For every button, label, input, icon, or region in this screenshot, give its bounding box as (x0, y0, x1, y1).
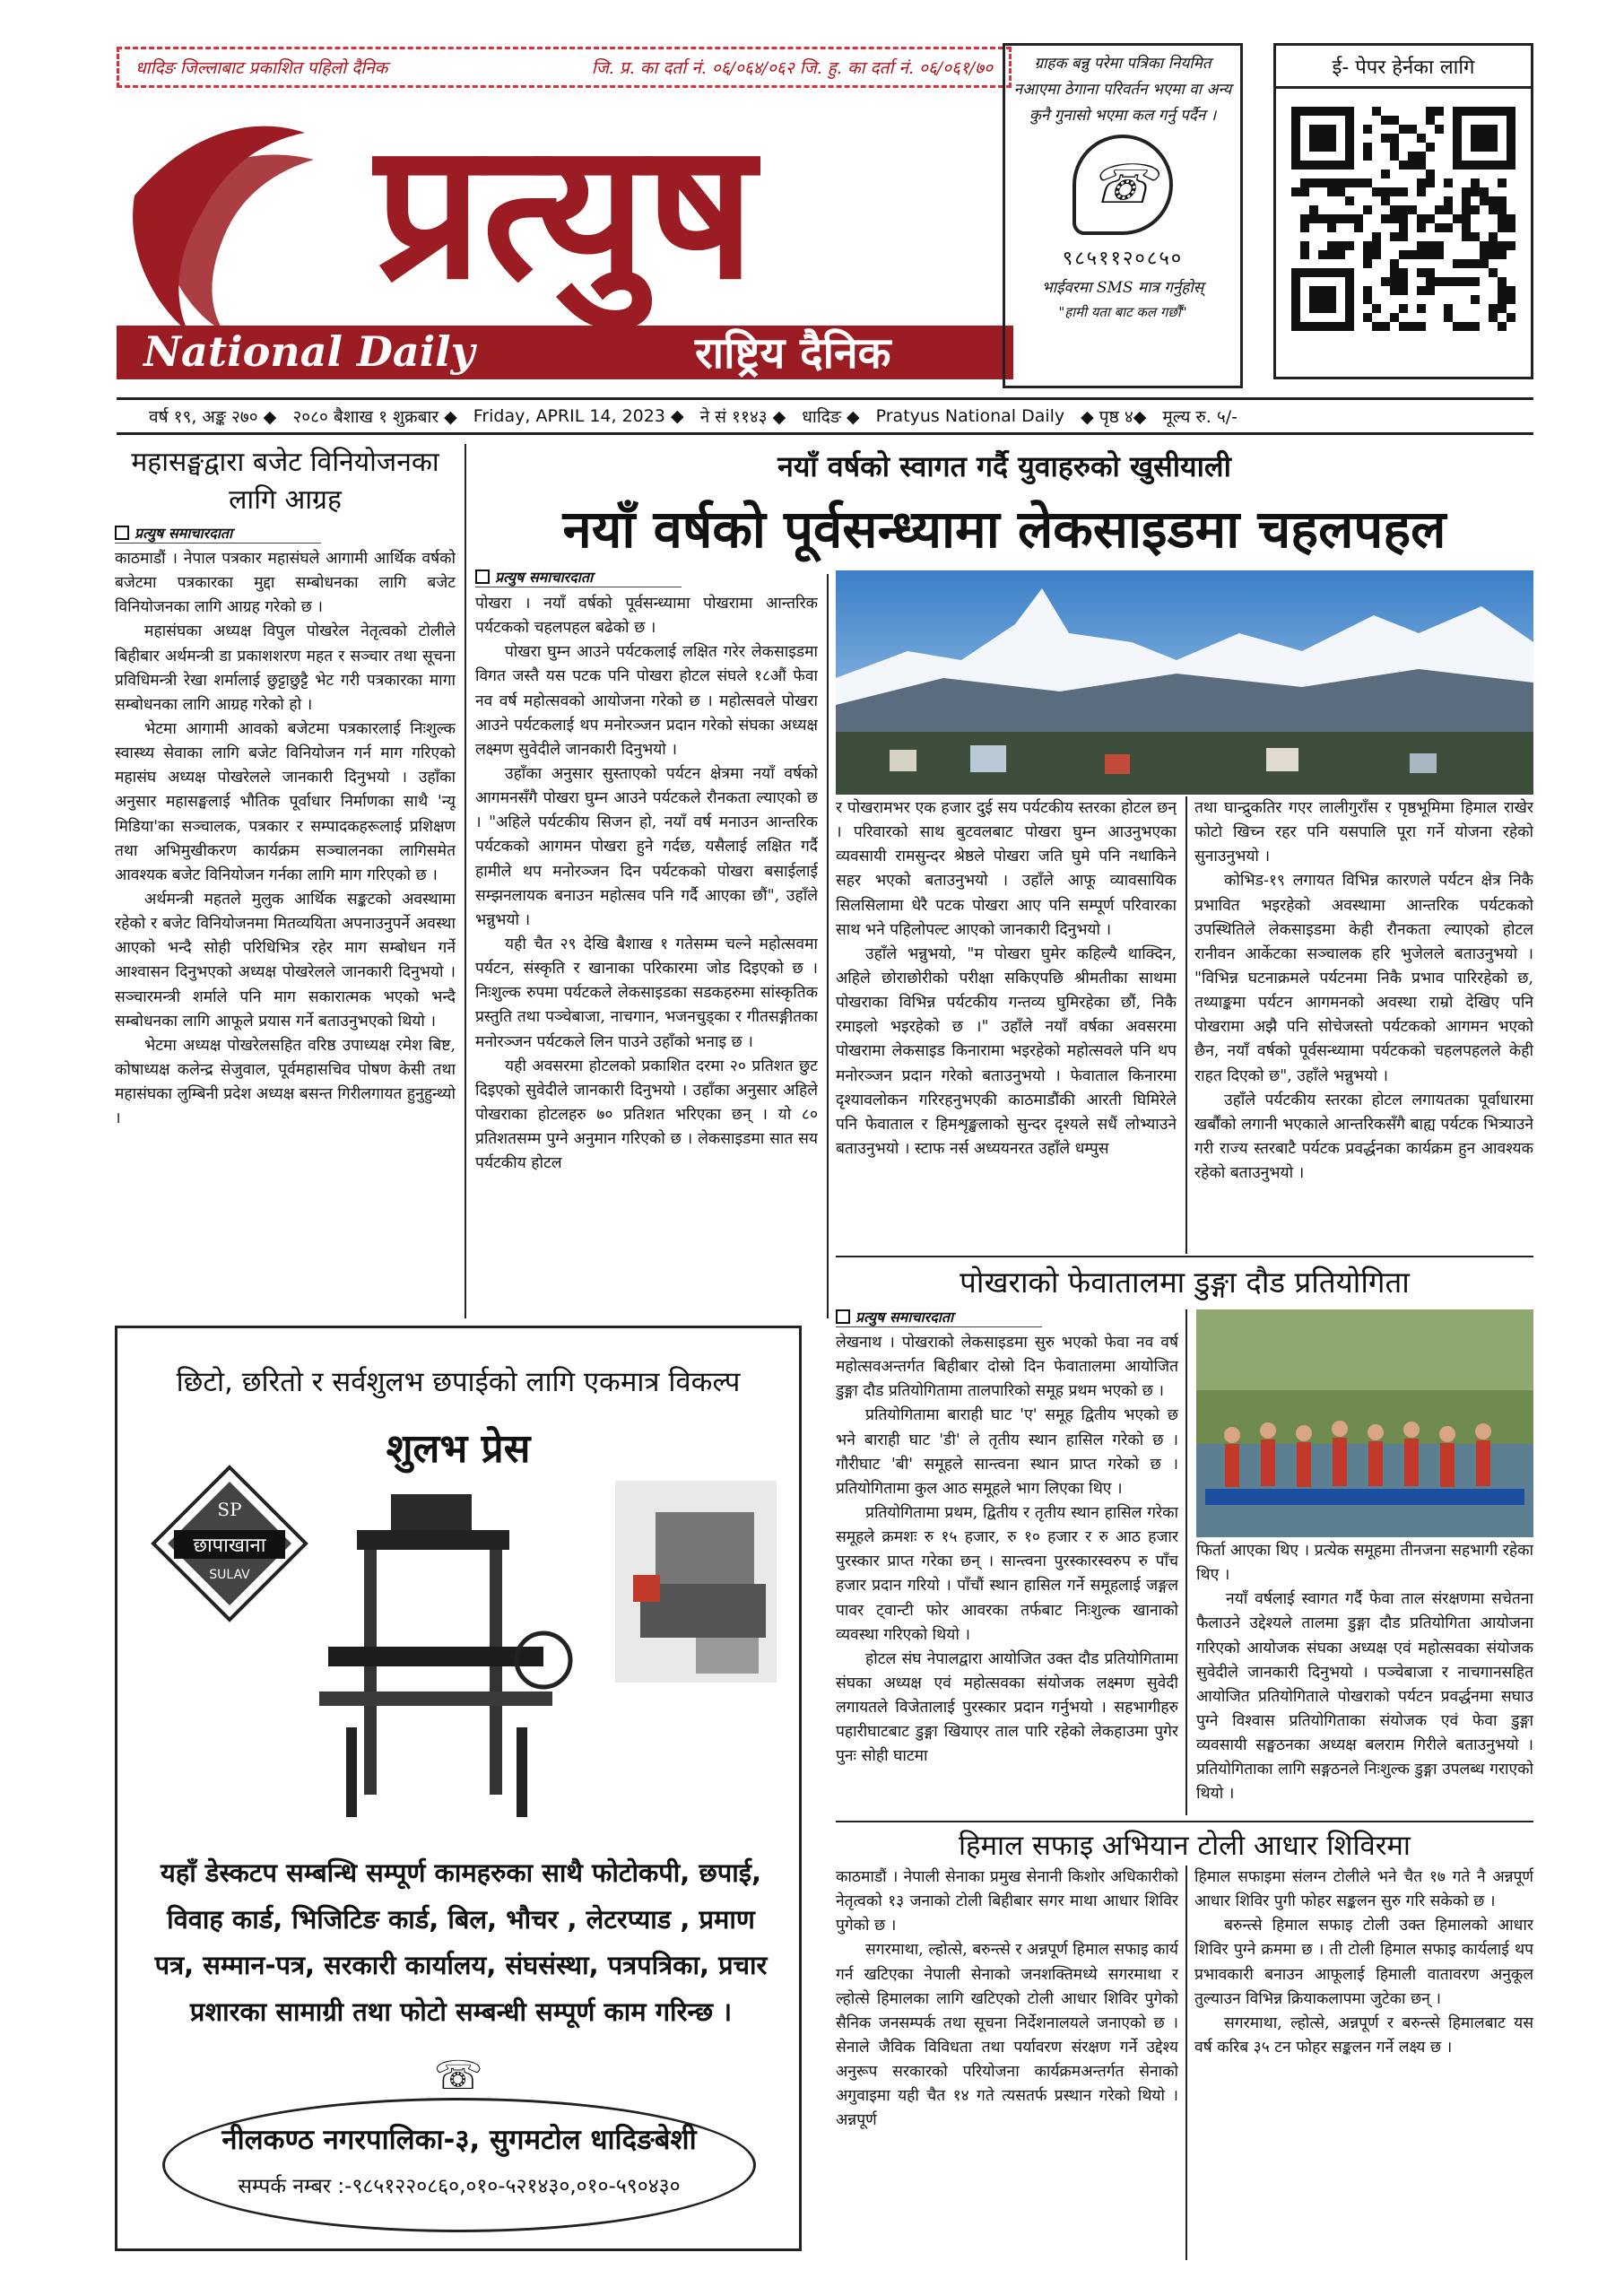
column-divider (1185, 1866, 1187, 2260)
masthead-logo (117, 97, 1013, 382)
left-article (115, 444, 456, 1318)
paragraph: भेटमा आगामी आवको बजेटमा पत्रकारलाई निःशुल्क स्वास्थ्य सेवाका लागि बजेट विनियोजन गर्न माग गरिएको महासंघ अध्यक्ष पोखरेलले जानकारी दिनुभयो । उहाँका अनुसार महासङ्घलाई भौतिक पूर्वाधार निर्माणका साथै 'न्यू मिडिया'का सञ्चालक, पत्रकार र सम्पादकहरूलाई प्रशिक्षण तथा अभिमुखीकरण कार्यक्रम सञ्चालनका लागिसमेत आवश्यक बजेट विनियोजन गर्नका लागि माग गरिएको छ । (115, 719, 456, 884)
paragraph: भेटमा अध्यक्ष पोखरेलसहित वरिष्ठ उपाध्यक्ष रमेश बिष्ट, कोषाध्यक्ष कलेन्द्र सेजुवाल, पूर्वमहासचिव पोषण केसी तथा महासंघका लुम्बिनी प्रदेश अध्यक्ष बसन्त गिरीलगायत हुनुहुन्थ्यो । (115, 1036, 456, 1128)
swim-column-1 (836, 1331, 1178, 1815)
ad-tagline: छिटो, छरितो र सर्वशुलभ छपाईको लागि एकमात्र विकल्प (176, 1366, 741, 1398)
subscription-box (1003, 43, 1243, 388)
press-illustration (149, 1458, 777, 1835)
paragraph: बरुन्त्से हिमाल सफाइ टोली उक्त हिमालको आधार शिविर पुग्ने क्रममा छ । ती टोली हिमाल सफाइ कार्यलाई थप प्रभावकारी बनाउन आफूलाई हिमाली वातावरण अनुकूल तुल्याउन विभिन्न क्रियाकलापमा जुटेका छन् । (1194, 1917, 1533, 2008)
logo-devanagari: प्रत्युष (375, 101, 755, 321)
contact-oval (162, 2098, 756, 2232)
qr-box (1273, 43, 1533, 379)
column-divider (827, 574, 829, 1318)
paragraph: उहाँले पर्यटकीय स्तरका होटल लगायतका पूर्वाधारमा खर्बौंको लगानी भएकाले आन्तरिकसँगै बाह्य पर्यटक भित्र्याउने गरी राज्य स्तरबाटै पर्यटक प्रवर्द्धनका कार्यक्रम हुन आवश्यक रहेको बताउनुभयो । (1194, 1091, 1533, 1183)
press-advertisement (115, 1326, 802, 2251)
paragraph: महासंघका अध्यक्ष विपुल पोखरेल नेतृत्वको टोलीले बिहीबार अर्थमन्त्री डा प्रकाशशरण महत र सञ्चार तथा सूचना प्रविधिमन्त्री रेखा शर्मालाई छुट्टाछुट्टै भेट गरी पत्रकारका मागा सम्बोधनका लागि आग्रह गरेको हो । (115, 622, 456, 714)
paragraph: काठमाडौं । नेपाली सेनाका प्रमुख सेनानी किशोर अधिकारीको नेतृत्वको १३ जनाको टोली बिहीबार सगर माथा आधार शिविर पुगेको छ । (836, 1868, 1178, 1935)
byline: प्रत्युष समाचारदाता (115, 523, 321, 544)
paragraph: उहाँले भन्नुभयो, "म पोखरा घुमेर कहिल्यै थाक्दिन, अहिले छोराछोरीको परीक्षा सकिएपछि श्रीमतीका साथमा पोखराका विभिन्न पर्यटकीय गन्तव्य घुमिरहेका छौं, निकै रमाइलो भइरहेको छ ।" उहाँले नयाँ वर्षका अवसरमा पोखरामा लेकसाइड किनारामा भइरहेको महोत्सवले पनि थप मनोरञ्जन प्रदान गरेको बताउनुभयो । फेवाताल किनारमा दृश्यावलोकन गरिरहनुभएकी काठमाडौंकी आरती घिमिरेले पनि फेवाताल र हिमशृङ्खलाको सुन्दर दृश्यले सधैं लोभ्याउने बताउनुभयो । स्टाफ नर्स अध्ययनरत उहाँले धम्पुस (836, 944, 1177, 1158)
strip-right: जि. प्र. का दर्ता नं. ०६/०६४/०६२ जि. हु. का दर्ता नं. ०६/०६१/७० (591, 58, 993, 78)
svg-text:छापाखाना: छापाखाना (193, 1535, 266, 1557)
paragraph: फिर्ता आएका थिए । प्रत्येक समूहमा तीनजना सहभागी रहेका थिए । (1196, 1542, 1533, 1585)
issue-info-bar (117, 397, 1533, 435)
paragraph: र पोखरामभर एक हजार दुई सय पर्यटकीय स्तरका होटल छन् । परिवारको साथ बुटवलबाट पोखरा घुम्न आउनुभएका व्यवसायी रामसुन्दर श्रेष्ठले पोखरा जति घुमे पनि नथाकिने सहर भएको बताउनुभयो । उहाँले आफू व्यावसायिक सिलसिलामा धेरै पटक पोखरा आए पनि सम्पूर्ण परिवारका साथ भने पहिलोपल्ट आएको जानकारी दिनुभयो । (836, 799, 1177, 939)
left-headline: महासङ्घद्वारा बजेट विनियोजनका लागि आग्रह (131, 447, 439, 516)
logo-graphic (117, 97, 1013, 382)
paragraph: सगरमाथा, ल्होत्से, बरुन्त्से र अन्नपूर्ण हिमाल सफाइ कार्य गर्न खटिएका नेपाली सेनाको जनशक्तिमध्ये सगरमाथा र ल्होत्से हिमालका लागि खटिएको टोली आधार शिविर पुगेको सैनिक जनसम्पर्क तथा सूचना निर्देशनालयले जनाएको छ । सेनाले जैविक विविधता तथा पर्यावरण संरक्षण गर्ने उद्देश्य अनुरूप सरकारको परियोजना कार्यक्रमअन्तर्गत सेनाको अगुवाइमा यही चैत १४ गते त्यसतर्फ प्रस्थान गरेको थियो । अन्नपूर्ण (836, 1941, 1178, 2130)
paragraph: पोखरा । नयाँ वर्षको पूर्वसन्ध्यामा पोखरामा आन्तरिक पर्यटकको चहलपहल बढेको छ । (475, 595, 818, 638)
lead-kicker: नयाँ वर्षको स्वागत गर्दै युवाहरुको खुसीयाली (777, 449, 1231, 483)
lead-column-2 (836, 796, 1177, 1254)
paragraph: प्रतियोगितामा बाराही घाट 'ए' समूह द्वितीय भएको छ भने बाराही घाट 'डी' ले तृतीय स्थान हासिल गरेको छ । गौरीघाट 'बी' समूहले सान्त्वना स्थान प्राप्त गरेको छ । प्रतियोगितामा कुल आठ समूहले भाग लिएका थिए । (836, 1406, 1178, 1498)
logo-nepali: राष्ट्रिय दैनिक (695, 328, 891, 378)
ad-address: नीलकण्ठ नगरपालिका-३, सुगमटोल धादिङबेशी (221, 2124, 697, 2156)
svg-text:SULAV: SULAV (209, 1568, 250, 1582)
paragraph: अर्थमन्त्री महतले मुलुक आर्थिक सङ्कटको अवस्थामा रहेको र बजेट विनियोजनमा मितव्ययिता अपनाउनुपर्ने अवस्था आएको भन्दै सोही परिधिभित्र रहेर माग सम्बोधन गर्ने आश्वासन दिनुभएको अध्यक्ष पोखरेलले जानकारी दिनुभयो । सञ्चारमन्त्री शर्माले पनि माग सकारात्मक भएको भन्दै सम्बोधनका लागि आफूले प्रयास गर्ने बताउनुभएको थियो । (115, 890, 456, 1031)
paragraph: उहाँका अनुसार सुस्ताएको पर्यटन क्षेत्रमा नयाँ वर्षको आगमनसँगै पोखरा घुम्न आउने पर्यटकले रौनकता ल्याएको छ । "अहिले पर्यटकीय सिजन हो, नयाँ वर्ष मनाउन आन्तरिक पर्यटकको आगमन पोखरा हुने गर्दछ, यसैलाई लक्षित गर्दै हामीले थप मनोरञ्जन दिन पर्यटकको पोखरा बसाईलाई सम्झनलायक बनाउन महोत्सव पनि गर्दै आएका छौं", उहाँले भन्नुभयो । (475, 764, 818, 929)
paragraph: यही अवसरमा होटलको प्रकाशित दरमा २० प्रतिशत छुट दिइएको सुवेदीले जानकारी दिनुभयो । उहाँका अनुसार अहिले पोखराका होटलहरु ७० प्रतिशत भरिएका छन् । यो ८० प्रतिशतसम्म पुग्ने अनुमान गरिएको छ । लेकसाइडमा सात सय पर्यटकीय होटल (475, 1057, 818, 1173)
ad-name: शुलभ प्रेस (386, 1426, 531, 1472)
column-divider (465, 444, 466, 1318)
info-item: वर्ष १९, अङ्क २७० ◆ (149, 407, 277, 427)
subscribe-text: ग्राहक बन्नु परेमा पत्रिका नियमित नआएमा ठेगाना परिवर्तन भएमा वा अन्य कुनै गुनासो भएमा कल गर्नु पर्दैन । (1013, 55, 1232, 125)
byline: प्रत्युष समाचारदाता (836, 1307, 1042, 1327)
paragraph: तथा घान्द्रुकतिर गएर लालीगुराँस र पृष्ठभूमिमा हिमाल राखेर फोटो खिच्न रहर पनि यसपालि पूरा गर्ने योजना रहेको सुनाउनुभयो । (1194, 799, 1533, 866)
paragraph: यही चैत २९ देखि बैशाख १ गतेसम्म चल्ने महोत्सवमा पर्यटन, संस्कृति र खानाका परिकारमा जोड दिइएको छ । निःशुल्क रुपमा पर्यटकले लेकसाइडका सडकहरुमा सांस्कृतिक प्रस्तुति तथा पञ्चेबाजा, नाचगान, भजनचुड्का र गीतसङ्गीतका मनोरञ्जन पर्यटकले लिन पाउने उहाँको भनाइ छ । (475, 935, 818, 1051)
ad-contact: सम्पर्क नम्बर :-९८५१२२०८६०,०१०-५२१४३०,०१०-५९०४३० (238, 2175, 681, 2198)
paragraph: कोभिड-१९ लगायत विभिन्न कारणले पर्यटन क्षेत्र निकै प्रभावित भइरहेको अवस्थामा आन्तरिक पर्यटकको उपस्थितिले लेकसाइडमा केही रौनकता ल्याएको होटल रानीवन आर्केटका सञ्चालक हरि भुजेलले बताउनुभयो । "विभिन्न घटनाक्रमले पर्यटनमा निकै प्रभाव पारिरहेको छ, तथ्याङ्कमा पर्यटन आगमनको अवस्था राम्रो देखिए पनि पोखरामा अझै पनि सोचेजस्तो पर्यटकको आगमन भएको छैन, नयाँ वर्षको पूर्वसन्ध्यामा पर्यटकको चहलपहलले केही राहत दिएको छ", उहाँले भन्नुभयो । (1194, 872, 1533, 1085)
viber-icon: ☏ (1073, 135, 1173, 235)
qr-title: ई- पेपर हेर्नका लागि (1276, 46, 1531, 89)
svg-text:SP: SP (217, 1499, 242, 1520)
section-divider (836, 1256, 1533, 1257)
column-divider (1185, 1309, 1187, 1815)
subscribe-sms: भाईवरमा SMS मात्र गर्नुहोस् (1041, 279, 1204, 298)
paragraph: हिमाल सफाइमा संलग्न टोलीले भने चैत १७ गते नै अन्नपूर्ण आधार शिविर पुगी फोहर सङ्कलन सुरु गरि सकेको छ । (1194, 1868, 1533, 1911)
swim-headline: पोखराको फेवातालमा डुङ्गा दौड प्रतियोगिता (960, 1265, 1410, 1300)
byline: प्रत्युष समाचारदाता (475, 567, 682, 587)
paragraph: होटल संघ नेपालद्वारा आयोजित उक्त दौड प्रतियोगितामा संघका अध्यक्ष एवं महोत्सवका संयोजक लक्ष्मण सुवेदी लगायतले विजेतालाई पुरस्कार प्रदान गर्नुभयो । सहभागीहरु पहारीघाटबाट डुङ्गा खियाएर ताल पारि रहेको लेकहाउमा पुगेर पुनः सोही घाटमा (836, 1649, 1178, 1766)
info-item: ने सं ११४३ ◆ (699, 407, 786, 427)
lead-column-1 (475, 592, 818, 1318)
himal-column-2 (1194, 1866, 1533, 2260)
info-item: २०८० बैशाख १ शुक्रबार ◆ (292, 407, 457, 427)
paragraph: सगरमाथा, ल्होत्से, अन्नपूर्ण र बरुन्त्से हिमालबाट यस वर्ष करिब ३५ टन फोहर सङ्कलन गर्ने लक्ष्य छ । (1194, 2013, 1533, 2057)
registration-strip (117, 47, 1012, 88)
mountain-photo (836, 570, 1533, 795)
himal-headline: हिमाल सफाइ अभियान टोली आधार शिविरमा (959, 1830, 1411, 1862)
paragraph: नयाँ वर्षलाई स्वागत गर्दै फेवा ताल संरक्षणमा सचेतना फैलाउने उद्देश्यले तालमा डुङ्गा दौड प्रतियोगिता आयोजना गरिएको आयोजक संघका अध्यक्ष एवं महोत्सवका संयोजक सुवेदीले जानकारी दिनुभयो । पञ्चेबाजा र नाचगानसहित आयोजित प्रतियोगिताले पोखराको पर्यटन प्रवर्द्धनमा सघाउ पुग्ने विश्वास प्रतियोगिताका संयोजक एवं फेवा डुङ्गा व्यवसायी सङ्घठनका अध्यक्ष बलराम गिरीले बताउनुभयो । प्रतियोगिताका लागि सङ्गठनले निःशुल्क डुङ्गा उपलब्ध गराएको थियो । (1196, 1590, 1533, 1804)
info-item: धादिङ ◆ (802, 407, 860, 427)
paragraph: पोखरा घुम्न आउने पर्यटकलाई लक्षित गरेर लेकसाइडमा विगत जस्तै यस पटक पनि पोखरा होटल संघले १८औं फेवा नव वर्ष महोत्सवको आयोजना गरेको छ । महोत्सवले पोखरा आउने पर्यटकलाई थप मनोरञ्जन प्रदान गरेको संघका अध्यक्ष लक्ष्मण सुवेदीले जानकारी दिनुभयो । (475, 643, 818, 759)
info-item: ◆ पृष्ठ ४◆ (1081, 407, 1147, 427)
himal-column-1 (836, 1866, 1178, 2260)
info-item: Pratyus National Daily (875, 406, 1065, 426)
swim-column-2 (1196, 1539, 1533, 1815)
logo-english: National Daily (143, 327, 475, 376)
info-item: Friday, APRIL 14, 2023 ◆ (473, 406, 684, 426)
strip-left: धादिङ जिल्लाबाट प्रकाशित पहिलो दैनिक (135, 58, 388, 78)
paragraph: लेखनाथ । पोखराको लेकसाइडमा सुरु भएको फेवा नव वर्ष महोत्सवअन्तर्गत बिहीबार दोस्रो दिन फेवातालमा आयोजित डुङ्गा दौड प्रतियोगितामा तालपारिको समूह प्रथम भएको छ । (836, 1334, 1178, 1401)
subscribe-note: "हामी यता बाट कल गर्छौं" (1058, 303, 1187, 320)
lead-column-3 (1194, 796, 1533, 1254)
info-item: मूल्य रु. ५/- (1162, 407, 1238, 427)
section-divider (836, 1821, 1533, 1822)
paragraph: काठमाडौं । नेपाल पत्रकार महासंघले आगामी आर्थिक वर्षको बजेटमा पत्रकारका मुद्दा सम्बोधनका लागि बजेट विनियोजनका लागि आग्रह गरेको छ । (115, 550, 456, 617)
swim-photo (1196, 1309, 1533, 1537)
qr-code-icon[interactable] (1276, 89, 1531, 374)
lead-headline: नयाँ वर्षको पूर्वसन्ध्यामा लेकसाइडमा चहलपहल (562, 499, 1446, 560)
paragraph: प्रतियोगितामा प्रथम, द्वितीय र तृतीय स्थान हासिल गरेका समूहले क्रमशः रु १५ हजार, रु १० हजार र रु आठ हजार पुरस्कार प्राप्त गरेका छन् । सान्त्वना पुरस्कारस्वरुप रु पाँच हजार प्रदान गरियो । पाँचौं स्थान हासिल गर्ने समूहलाई जङ्गल पावर ट्वान्टी फोर आवरका तर्फबाट निःशुल्क खानाको व्यवस्था गरिएको थियो । (836, 1503, 1178, 1644)
column-divider (1185, 796, 1187, 1254)
subscribe-number: ९८५११२०८५० (1062, 247, 1184, 270)
ad-services: यहाँ डेस्कटप सम्बन्धि सम्पूर्ण कामहरुका साथै फोटोकपी, छपाई, विवाह कार्ड, भिजिटिङ कार्ड, बिल, भौचर , लेटरप्याड , प्रमाण पत्र, सम्मान-पत्र, सरकारी कार्यालय, संघसंस्था, पत्रपत्रिका, प्रचार प्रशारका सामाग्री तथा फोटो सम्बन्धी सम्पूर्ण काम गरिन्छ । (154, 1857, 768, 2027)
phone-icon: ☏ (433, 2053, 483, 2099)
